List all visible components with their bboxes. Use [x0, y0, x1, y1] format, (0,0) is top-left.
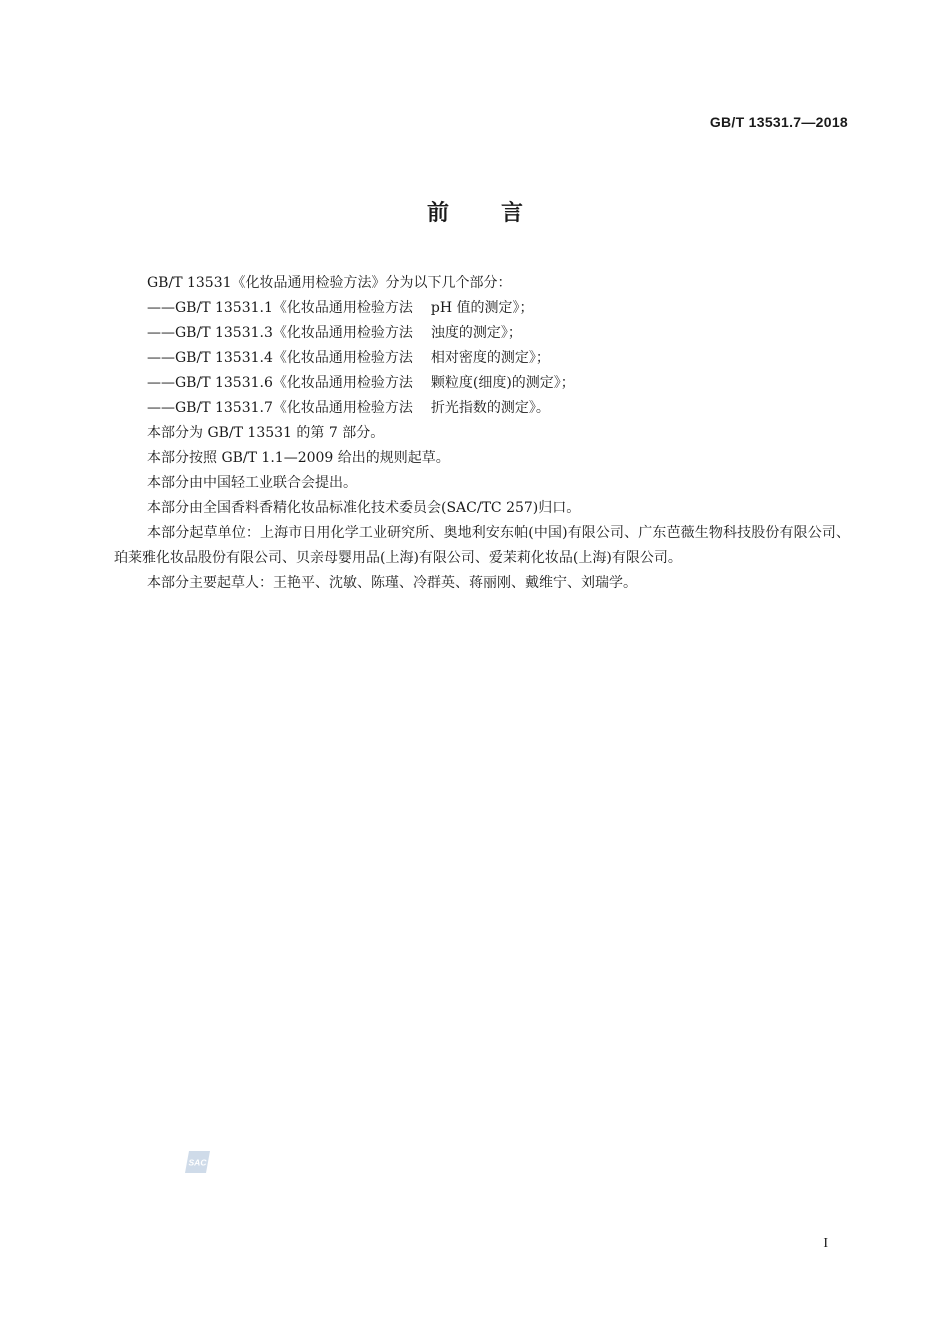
- drafting-units-paragraph: 本部分起草单位：上海市日用化学工业研究所、奥地利安东帕(中国)有限公司、广东芭薇生物科技股份有限公司、珀莱雅化妆品股份有限公司、贝亲母婴用品(上海)有限公司、爱茉莉化妆品(上海)有限公司。: [114, 525, 850, 566]
- part-prefix: ——GB/T 13531.1《化妆品通用检验方法: [147, 300, 413, 316]
- page-title-char-2: 言: [501, 201, 524, 226]
- drafters-paragraph: 本部分主要起草人：王艳平、沈敏、陈瑾、冷群英、蒋丽刚、戴维宁、刘瑞学。: [147, 575, 637, 591]
- part-prefix: ——GB/T 13531.6《化妆品通用检验方法: [147, 375, 413, 391]
- sac-logo-text: SAC: [188, 1157, 207, 1168]
- sac-logo-icon: [184, 1150, 211, 1174]
- part-prefix: ——GB/T 13531.3《化妆品通用检验方法: [147, 325, 413, 341]
- part-name: 浊度的测定》；: [430, 325, 522, 341]
- page-number: I: [823, 1236, 828, 1251]
- proposed-by-paragraph: 本部分由中国轻工业联合会提出。: [147, 475, 357, 491]
- foreword-body: [114, 271, 850, 596]
- part-of-paragraph: 本部分为 GB/T 13531 的第 7 部分。: [147, 425, 385, 441]
- part-list-item: [114, 321, 850, 346]
- part-name: 相对密度的测定》；: [430, 350, 550, 366]
- page-title-char-1: 前: [426, 201, 449, 226]
- standard-code: GB/T 13531.7—2018: [709, 114, 848, 130]
- part-list-item: [114, 371, 850, 396]
- intro-paragraph: GB/T 13531《化妆品通用检验方法》分为以下几个部分：: [147, 275, 512, 291]
- page-title: [0, 196, 950, 227]
- jurisdiction-paragraph: 本部分由全国香料香精化妆品标准化技术委员会(SAC/TC 257)归口。: [147, 500, 581, 516]
- drafting-rules-paragraph: 本部分按照 GB/T 1.1—2009 给出的规则起草。: [147, 450, 450, 466]
- part-prefix: ——GB/T 13531.4《化妆品通用检验方法: [147, 350, 413, 366]
- part-list-item: [114, 396, 850, 421]
- part-name: 颗粒度(细度)的测定》；: [430, 375, 575, 391]
- part-prefix: ——GB/T 13531.7《化妆品通用检验方法: [147, 400, 413, 416]
- part-list-item: [114, 346, 850, 371]
- part-list-item: [114, 296, 850, 321]
- part-name: 折光指数的测定》。: [430, 400, 550, 416]
- part-name: pH 值的测定》；: [430, 300, 534, 316]
